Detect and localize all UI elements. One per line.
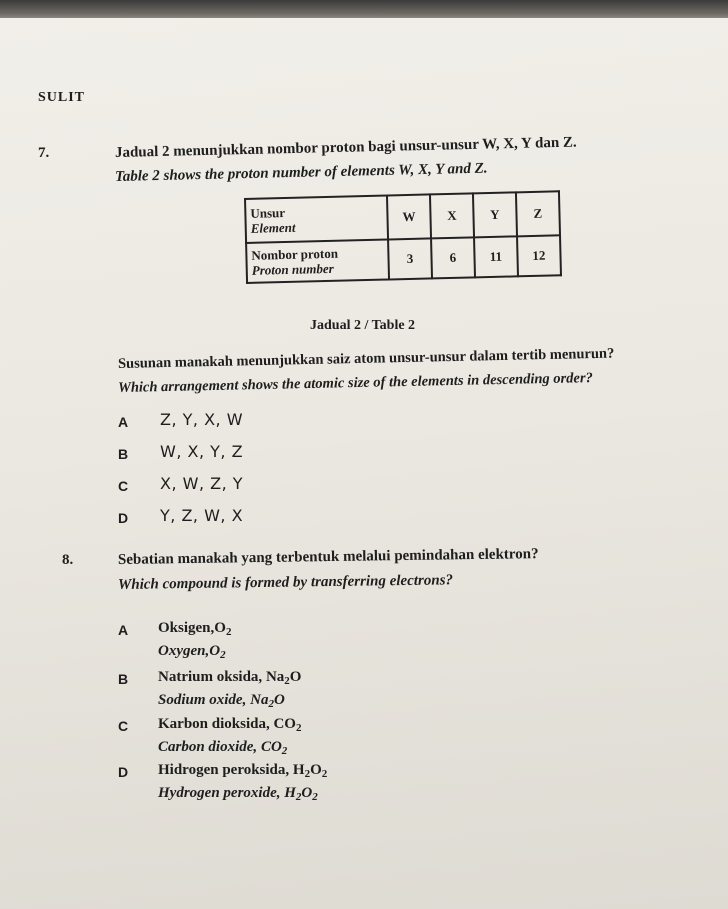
table-cell-proton: 6 [431, 237, 475, 278]
question-7-stem-ms: Susunan manakah menunjukkan saiz atom unsur-unsur dalam tertib menurun? [117, 345, 615, 372]
q8-option-d-formula: $H_2O_2$ [292, 762, 328, 780]
q8-option-c-ms: Karbon dioksida, [158, 716, 274, 732]
q7-option-b[interactable]: W, X, Y, Z [160, 442, 244, 461]
q8-option-c-en: Carbon dioxide, [158, 739, 261, 755]
q8-option-c-letter: C [118, 718, 129, 734]
proton-number-table [244, 190, 562, 284]
q7-option-d-letter: D [118, 510, 129, 526]
q8-option-b-en: Sodium oxide, [158, 692, 251, 708]
table-cell-proton: 11 [474, 236, 518, 277]
table-caption: Jadual 2 / Table 2 [310, 318, 416, 333]
q8-option-c-formula-en: $CO_2$ [260, 739, 288, 757]
table-header-proton-en: Proton number [251, 260, 334, 278]
table-header-proton-ms: Nombor proton [251, 245, 339, 263]
question-8-stem-ms: Sebatian manakah yang terbentuk melalui pemindahan elektron? [117, 546, 539, 568]
q8-option-d[interactable] [158, 762, 327, 780]
q8-option-a-en: Oxygen, [158, 643, 210, 659]
q7-option-a-letter: A [118, 414, 129, 430]
q7-option-a[interactable]: Z, Y, X, W [160, 410, 244, 429]
table-cell-element: Y [473, 192, 517, 237]
q8-option-a-en-line [158, 643, 226, 661]
q8-option-c[interactable] [158, 716, 301, 734]
q7-option-d[interactable]: Y, Z, W, X [160, 506, 244, 525]
q8-option-a-ms: Oksigen, [158, 620, 215, 636]
table-header-proton [246, 239, 389, 282]
question-7-stem-en: Which arrangement shows the atomic size of the elements in descending order? [117, 370, 593, 396]
q8-option-a-formula: $O_2$ [214, 620, 232, 638]
q8-option-b-formula: $Na_2O$ [265, 669, 302, 687]
table-cell-element: Z [516, 191, 560, 236]
q7-option-c-letter: C [118, 478, 129, 494]
q8-option-a-letter: A [118, 622, 129, 638]
q7-option-b-letter: B [118, 446, 129, 462]
table-cell-element: W [387, 194, 431, 239]
question-8-number: 8. [62, 552, 74, 568]
q8-option-d-formula-en: $H_2O_2$ [284, 785, 318, 803]
question-8-stem-en: Which compound is formed by transferring electrons? [117, 572, 454, 593]
table-header-element [245, 196, 388, 243]
q8-option-a-formula-en: $O_2$ [209, 643, 226, 661]
q7-option-c[interactable]: X, W, Z, Y [160, 474, 244, 493]
table-cell-proton: 12 [517, 235, 561, 276]
table-row-element [245, 191, 560, 243]
table-header-element-ms: Unsur [250, 205, 286, 221]
q8-option-c-en-line [158, 739, 287, 757]
table-header-element-en: Element [250, 219, 296, 236]
table-row-proton [246, 235, 561, 283]
table-cell-element: X [430, 193, 474, 238]
q8-option-d-en-line [158, 785, 318, 803]
q8-option-b[interactable] [158, 669, 301, 687]
table-cell-proton: 3 [388, 238, 432, 279]
q8-option-d-ms: Hidrogen peroksida, [158, 762, 293, 778]
q8-option-b-en-line [158, 692, 285, 710]
q8-option-b-formula-en: $Na_2O$ [250, 692, 285, 710]
question-7-number: 7. [38, 145, 50, 161]
q8-option-b-letter: B [118, 671, 129, 687]
q8-option-a[interactable] [158, 620, 231, 638]
q8-option-d-en: Hydrogen peroxide, [158, 785, 285, 801]
q8-option-b-ms: Natrium oksida, [158, 669, 266, 685]
q8-option-d-letter: D [118, 764, 129, 780]
question-7-intro-en: Table 2 shows the proton number of elements W, X, Y and Z. [114, 160, 488, 185]
q8-option-c-formula: $CO_2$ [273, 716, 302, 734]
header-sulit: SULIT [38, 90, 86, 105]
question-7-intro-ms: Jadual 2 menunjukkan nombor proton bagi unsur-unsur W, X, Y dan Z. [114, 134, 577, 161]
